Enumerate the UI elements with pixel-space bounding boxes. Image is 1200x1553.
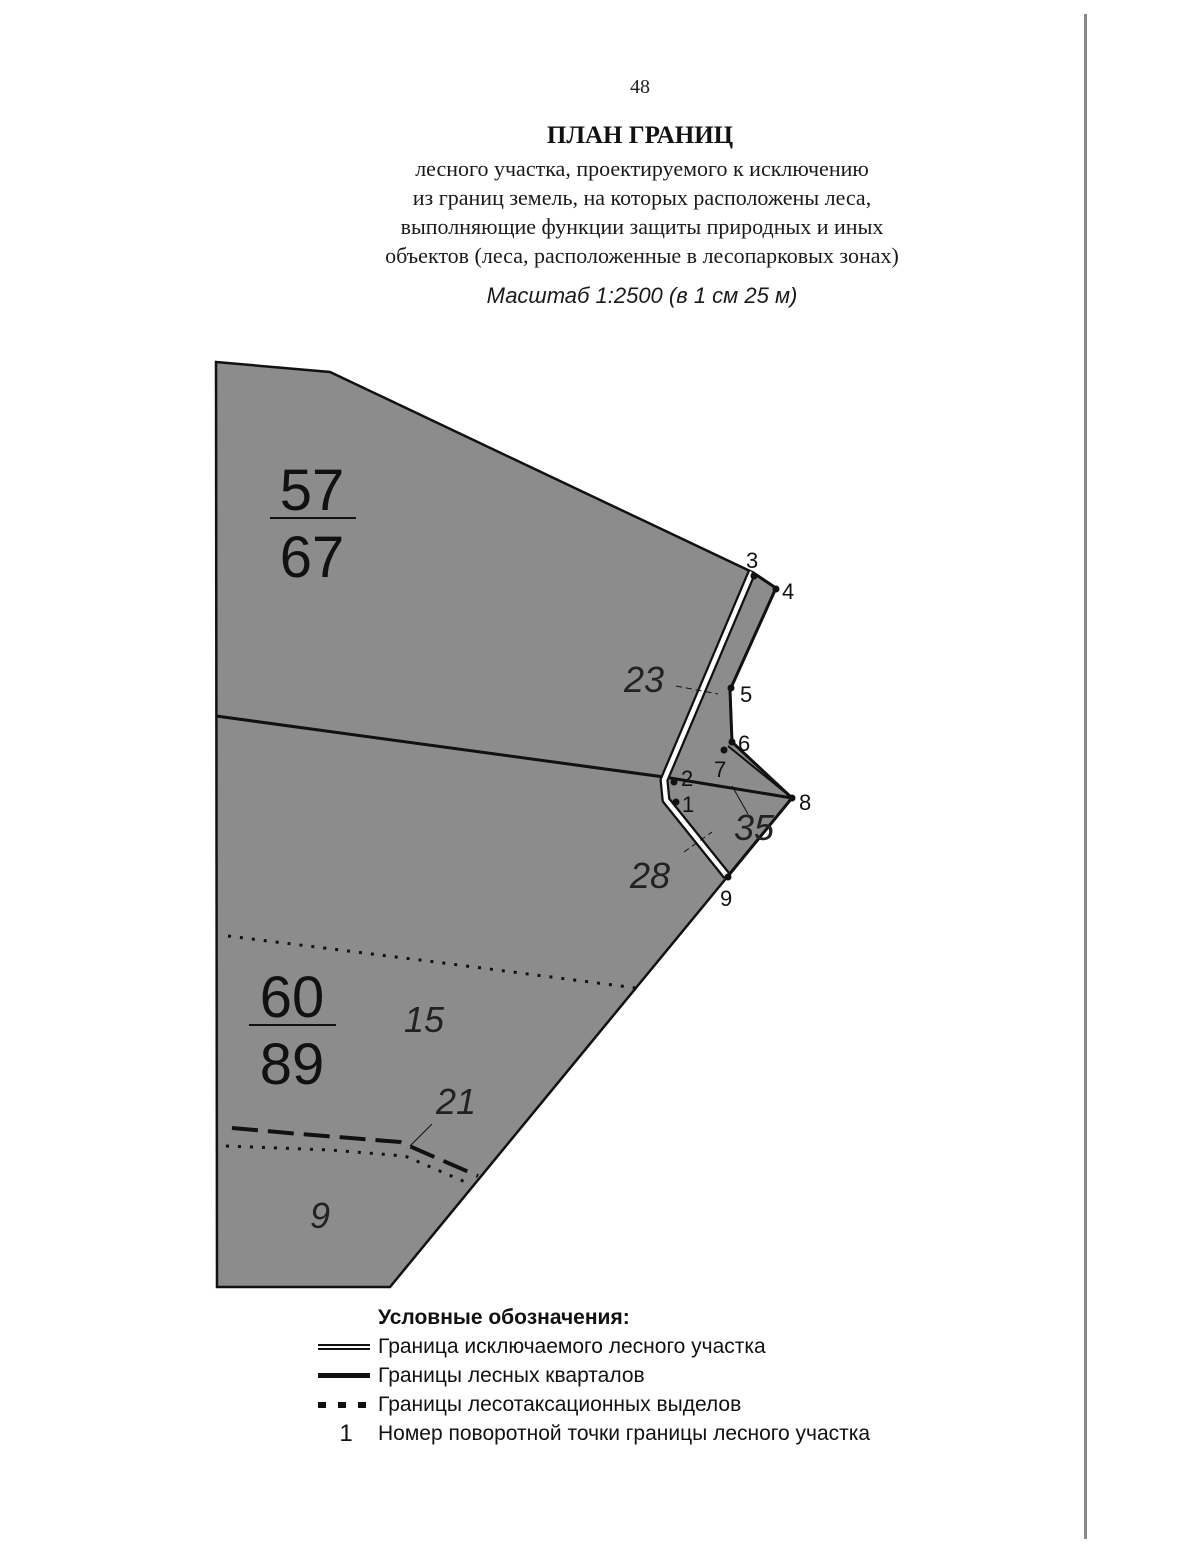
legend (318, 1306, 870, 1448)
legend-item (318, 1332, 870, 1361)
legend-item (318, 1390, 870, 1419)
turning-point-label: 6 (738, 731, 751, 756)
allotment-label: 28 (630, 855, 671, 896)
excluded-boundary-symbol (318, 1341, 374, 1353)
quarter-numerator: 60 (259, 965, 325, 1030)
turning-point-label: 9 (720, 886, 733, 911)
turning-point-dot (673, 799, 680, 806)
turning-point-label: 8 (799, 790, 812, 815)
legend-label: Номер поворотной точки границы лесного участка (378, 1421, 871, 1445)
allotment-label: 21 (436, 1081, 477, 1122)
turning-point-dot (721, 747, 728, 754)
subtitle-line: из границ земель, на которых расположены леса, (412, 185, 872, 210)
legend-label: Границы лесотаксационных выделов (378, 1392, 742, 1416)
allotment-label: 9 (310, 1195, 331, 1236)
turning-point-label: 5 (740, 682, 753, 707)
legend-title: Условные обозначения: (378, 1306, 630, 1329)
turning-point-dot (751, 573, 758, 580)
subtitle-line: лесного участка, проектируемого к исключению (415, 156, 869, 181)
turning-point-dot (789, 795, 796, 802)
turning-point-dot (671, 779, 678, 786)
page-number: 48 (630, 76, 650, 98)
allotment-label: 35 (734, 807, 775, 848)
turning-point-dot (725, 874, 732, 881)
turning-point-label: 3 (746, 548, 759, 573)
legend-item (318, 1419, 870, 1448)
subtitle-line: объектов (леса, расположенные в лесопарковых зонах) (385, 243, 899, 268)
turning-point-label: 1 (682, 792, 695, 817)
quarter-numerator: 57 (279, 458, 345, 523)
page-title: ПЛАН ГРАНИЦ (546, 122, 734, 149)
quarter-boundary-symbol (318, 1370, 374, 1382)
allotment-boundary-symbol (318, 1399, 374, 1411)
legend-label: Граница исключаемого лесного участка (378, 1334, 766, 1358)
turning-point-dot (773, 586, 780, 593)
turning-point-dot (728, 685, 735, 692)
legend-label: Границы лесных кварталов (378, 1363, 645, 1387)
quarter-denominator: 89 (259, 1032, 325, 1097)
subtitle-line: выполняющие функции защиты природных и иных (400, 214, 884, 239)
map-scale: Масштаб 1:2500 (в 1 см 25 м) (486, 283, 798, 308)
turning-point-dot (729, 739, 736, 746)
quarter-denominator: 67 (279, 525, 345, 590)
turning-point-label: 2 (681, 766, 694, 791)
turning-point-number-symbol: 1 (339, 1419, 353, 1447)
allotment-label: 15 (404, 999, 445, 1040)
turning-point-label: 7 (714, 757, 727, 782)
turning-point-label: 4 (782, 579, 795, 604)
legend-item (318, 1361, 870, 1390)
allotment-label: 23 (624, 659, 665, 700)
